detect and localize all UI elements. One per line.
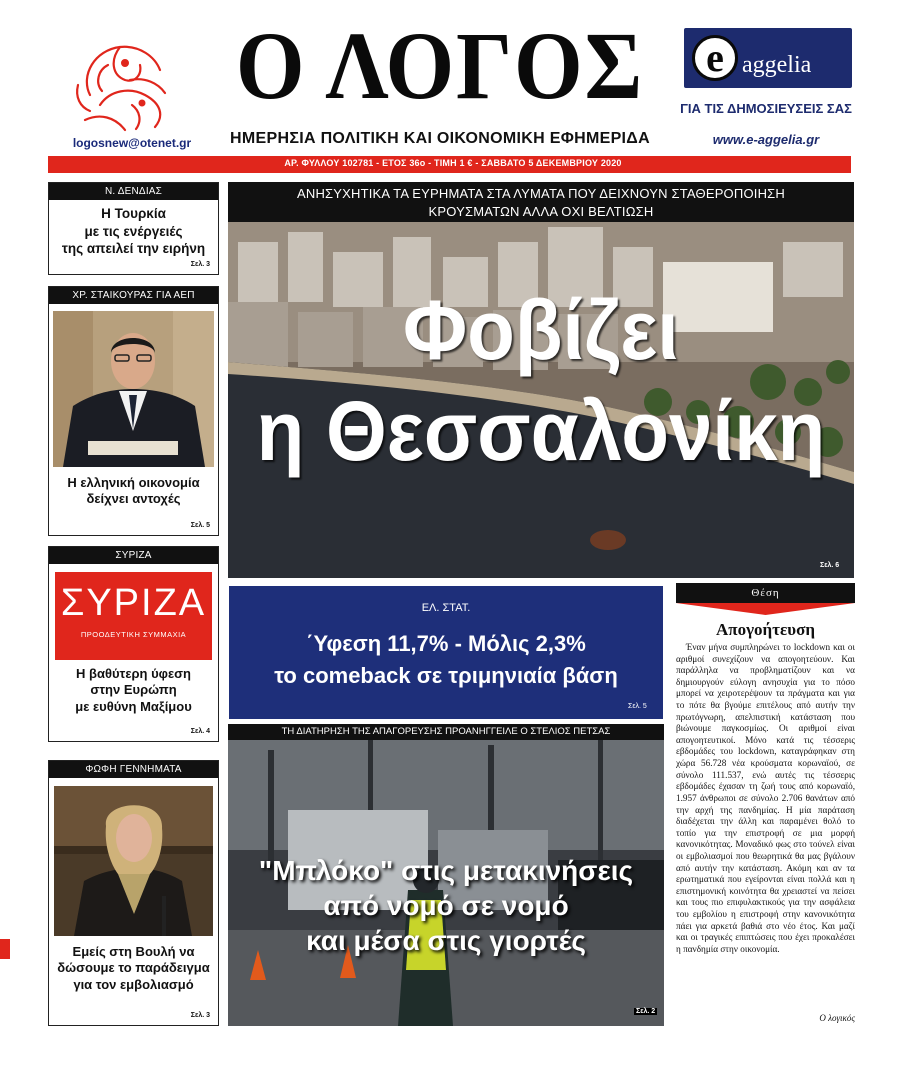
lead-page-ref: Σελ. 6 [820,562,840,569]
edge-marker [0,939,10,959]
economy-label: ΕΛ. ΣΤΑΤ. [421,602,471,614]
second-story-banner: ΤΗ ΔΙΑΤΗΡΗΣΗ ΤΗΣ ΑΠΑΓΟΡΕΥΣΗΣ ΠΡΟΑΝΗΓΓΕΙΛΕ Ο ΣΤΕΛΙΟΣ ΠΕΤΣΑΣ [228,724,664,740]
ad-brand-letter: e [692,35,738,81]
syriza-logo: ΣΥΡΙΖΑ ΠΡΟΟΔΕΥΤΙΚΗ ΣΥΜΜΑΧΙΑ [55,572,212,660]
sidebar-story-syriza[interactable] [48,546,219,742]
sidebar-page-ref: Σελ. 3 [190,1012,210,1019]
sidebar-story-text: Η ελληνική οικονομία δείχνει αντοχές [67,475,200,507]
photo-staikouras [53,311,214,467]
ad-url-link[interactable]: www.e-aggelia.gr [712,132,820,147]
lead-headline: Φοβίζει η Θεσσαλονίκη [256,283,826,478]
economy-headline: ΄Υφεση 11,7% - Μόλις 2,3% το comeback σε τριμηνιαία βάση [274,631,618,688]
opinion-label: Θέση [676,583,855,603]
newspaper-logo-emblem [70,35,180,135]
sidebar-story-gennimata[interactable] [48,760,219,1026]
opinion-signature: Ο λογικός [819,1013,855,1023]
sidebar-story-label: ΧΡ. ΣΤΑΙΚΟΥΡΑΣ ΓΙΑ ΑΕΠ [49,287,218,304]
masthead-title: Ο ΛΟΓΟΣ [235,12,645,119]
opinion-title: Απογοήτευση [715,620,816,639]
lead-story-banner: ΑΝΗΣΥΧΗΤΙΚΑ ΤΑ ΕΥΡΗΜΑΤΑ ΣΤΑ ΛΥΜΑΤΑ ΠΟΥ ΔΕΙΧΝΟΥΝ ΣΤΑΘΕΡΟΠΟΙΗΣΗ ΚΡΟΥΣΜΑΤΩΝ ΑΛΛΑ ΟΧΙ ΒΕΛΤΙΩΣΗ [228,182,854,222]
opinion-body: Έναν μήνα συμπληρώνει το lockdown και οι αριθμοί συνεχίζουν να απογοητεύουν. Και παράλληλα να προβληματίζουν και να δημιουργούν εύλογη ανησυχία για το πόσο μπορεί να χειροτερέψουν τα πράγματα και για το πότε θα βγούμε επιτέλους από αυτήν την πρωτόγνωρη, απελπιστική κατάσταση που βιώνουμε παγκοσμίως. Οι αριθμοί είναι απογοητευτικοί. Μόνο κατά τις τέσσερις εβδομάδες του lockdown, καταγράφηκαν στη χώρα 56.728 νέα κρούσματα κορωναϊού, σε σύνολο 111.537, ενώ αυτές τις τέσσερις εβδομάδες έχασαν τη ζωή τους από κορωναϊό, 1.957 άνθρωποι σε σύνολο 2.706 θανάτων από την αρχή της πανδημίας. Η μία παράταση διαδέχεται την άλλη και παραμένει θολό το τοπίο για την επιστροφή σε μια μορφή κανονικότητας. Μοναδικό φως στο τούνελ είναι οι εμβολιασμοί που θεωρητικά θα μας βγάλουν από αυτήν την κατάσταση. Ακόμη και αν τα ερωτηματικά που εγείρονται είναι πολλά και η επιστημονική κοινότητα θα χρειαστεί να πείσει και τους πιο επιφυλακτικούς για την ασφάλεια του εμβολίου η επιστροφή στην κανονικότητα πάει για αρκετά βαθιά στο νέο έτος. Και μαζί και οι τραγικές επιπτώσεις που έχει προκαλέσει η πανδημία στην οικονομία. [676,642,855,954]
sidebar-story-text: Εμείς στη Βουλή να δώσουμε το παράδειγμα για τον εμβολιασμό [57,944,210,992]
opinion-divider [676,603,855,615]
sidebar-story-staikouras[interactable] [48,286,219,536]
sidebar-story-label: ΣΥΡΙΖΑ [49,547,218,564]
sidebar-story-text: Η Τουρκία με τις ενέργειές της απειλεί την ειρήνη [61,206,206,257]
photo-gennimata [54,786,213,936]
sidebar-story-text: Η βαθύτερη ύφεση στην Ευρώπη με ευθύνη Μαξίμου [75,666,192,714]
ad-tagline: ΓΙΑ ΤΙΣ ΔΗΜΟΣΙΕΥΣΕΙΣ ΣΑΣ [680,101,852,116]
economy-page-ref: Σελ. 5 [628,703,647,710]
issue-line: ΑΡ. ΦΥΛΛΟΥ 102781 - ΕΤΟΣ 36ο - ΤΙΜΗ 1 € - ΣΑΒΒΑΤΟ 5 ΔΕΚΕΜΒΡΙΟΥ 2020 [284,158,622,168]
ad-brand-word: aggelia [742,52,812,78]
sidebar-page-ref: Σελ. 5 [190,522,210,529]
sidebar-story-label: Ν. ΔΕΝΔΙΑΣ [49,183,218,200]
sidebar-page-ref: Σελ. 4 [190,728,210,735]
masthead-subtitle: ΗΜΕΡΗΣΙΑ ΠΟΛΙΤΙΚΗ ΚΑΙ ΟΙΚΟΝΟΜΙΚΗ ΕΦΗΜΕΡΙΔΑ [230,130,650,147]
second-page-ref: Σελ. 2 [636,1008,656,1015]
contact-email[interactable]: logosnew@otenet.gr [72,136,192,150]
second-headline: "Μπλόκο" στις μετακινήσεις από νομό σε νομό και μέσα στις γιορτές [258,855,634,956]
sidebar-story-dendias[interactable] [48,182,219,275]
sidebar-page-ref: Σελ. 3 [190,261,210,268]
sidebar-story-label: ΦΩΦΗ ΓΕΝΝΗΜΑΤΑ [49,761,218,778]
